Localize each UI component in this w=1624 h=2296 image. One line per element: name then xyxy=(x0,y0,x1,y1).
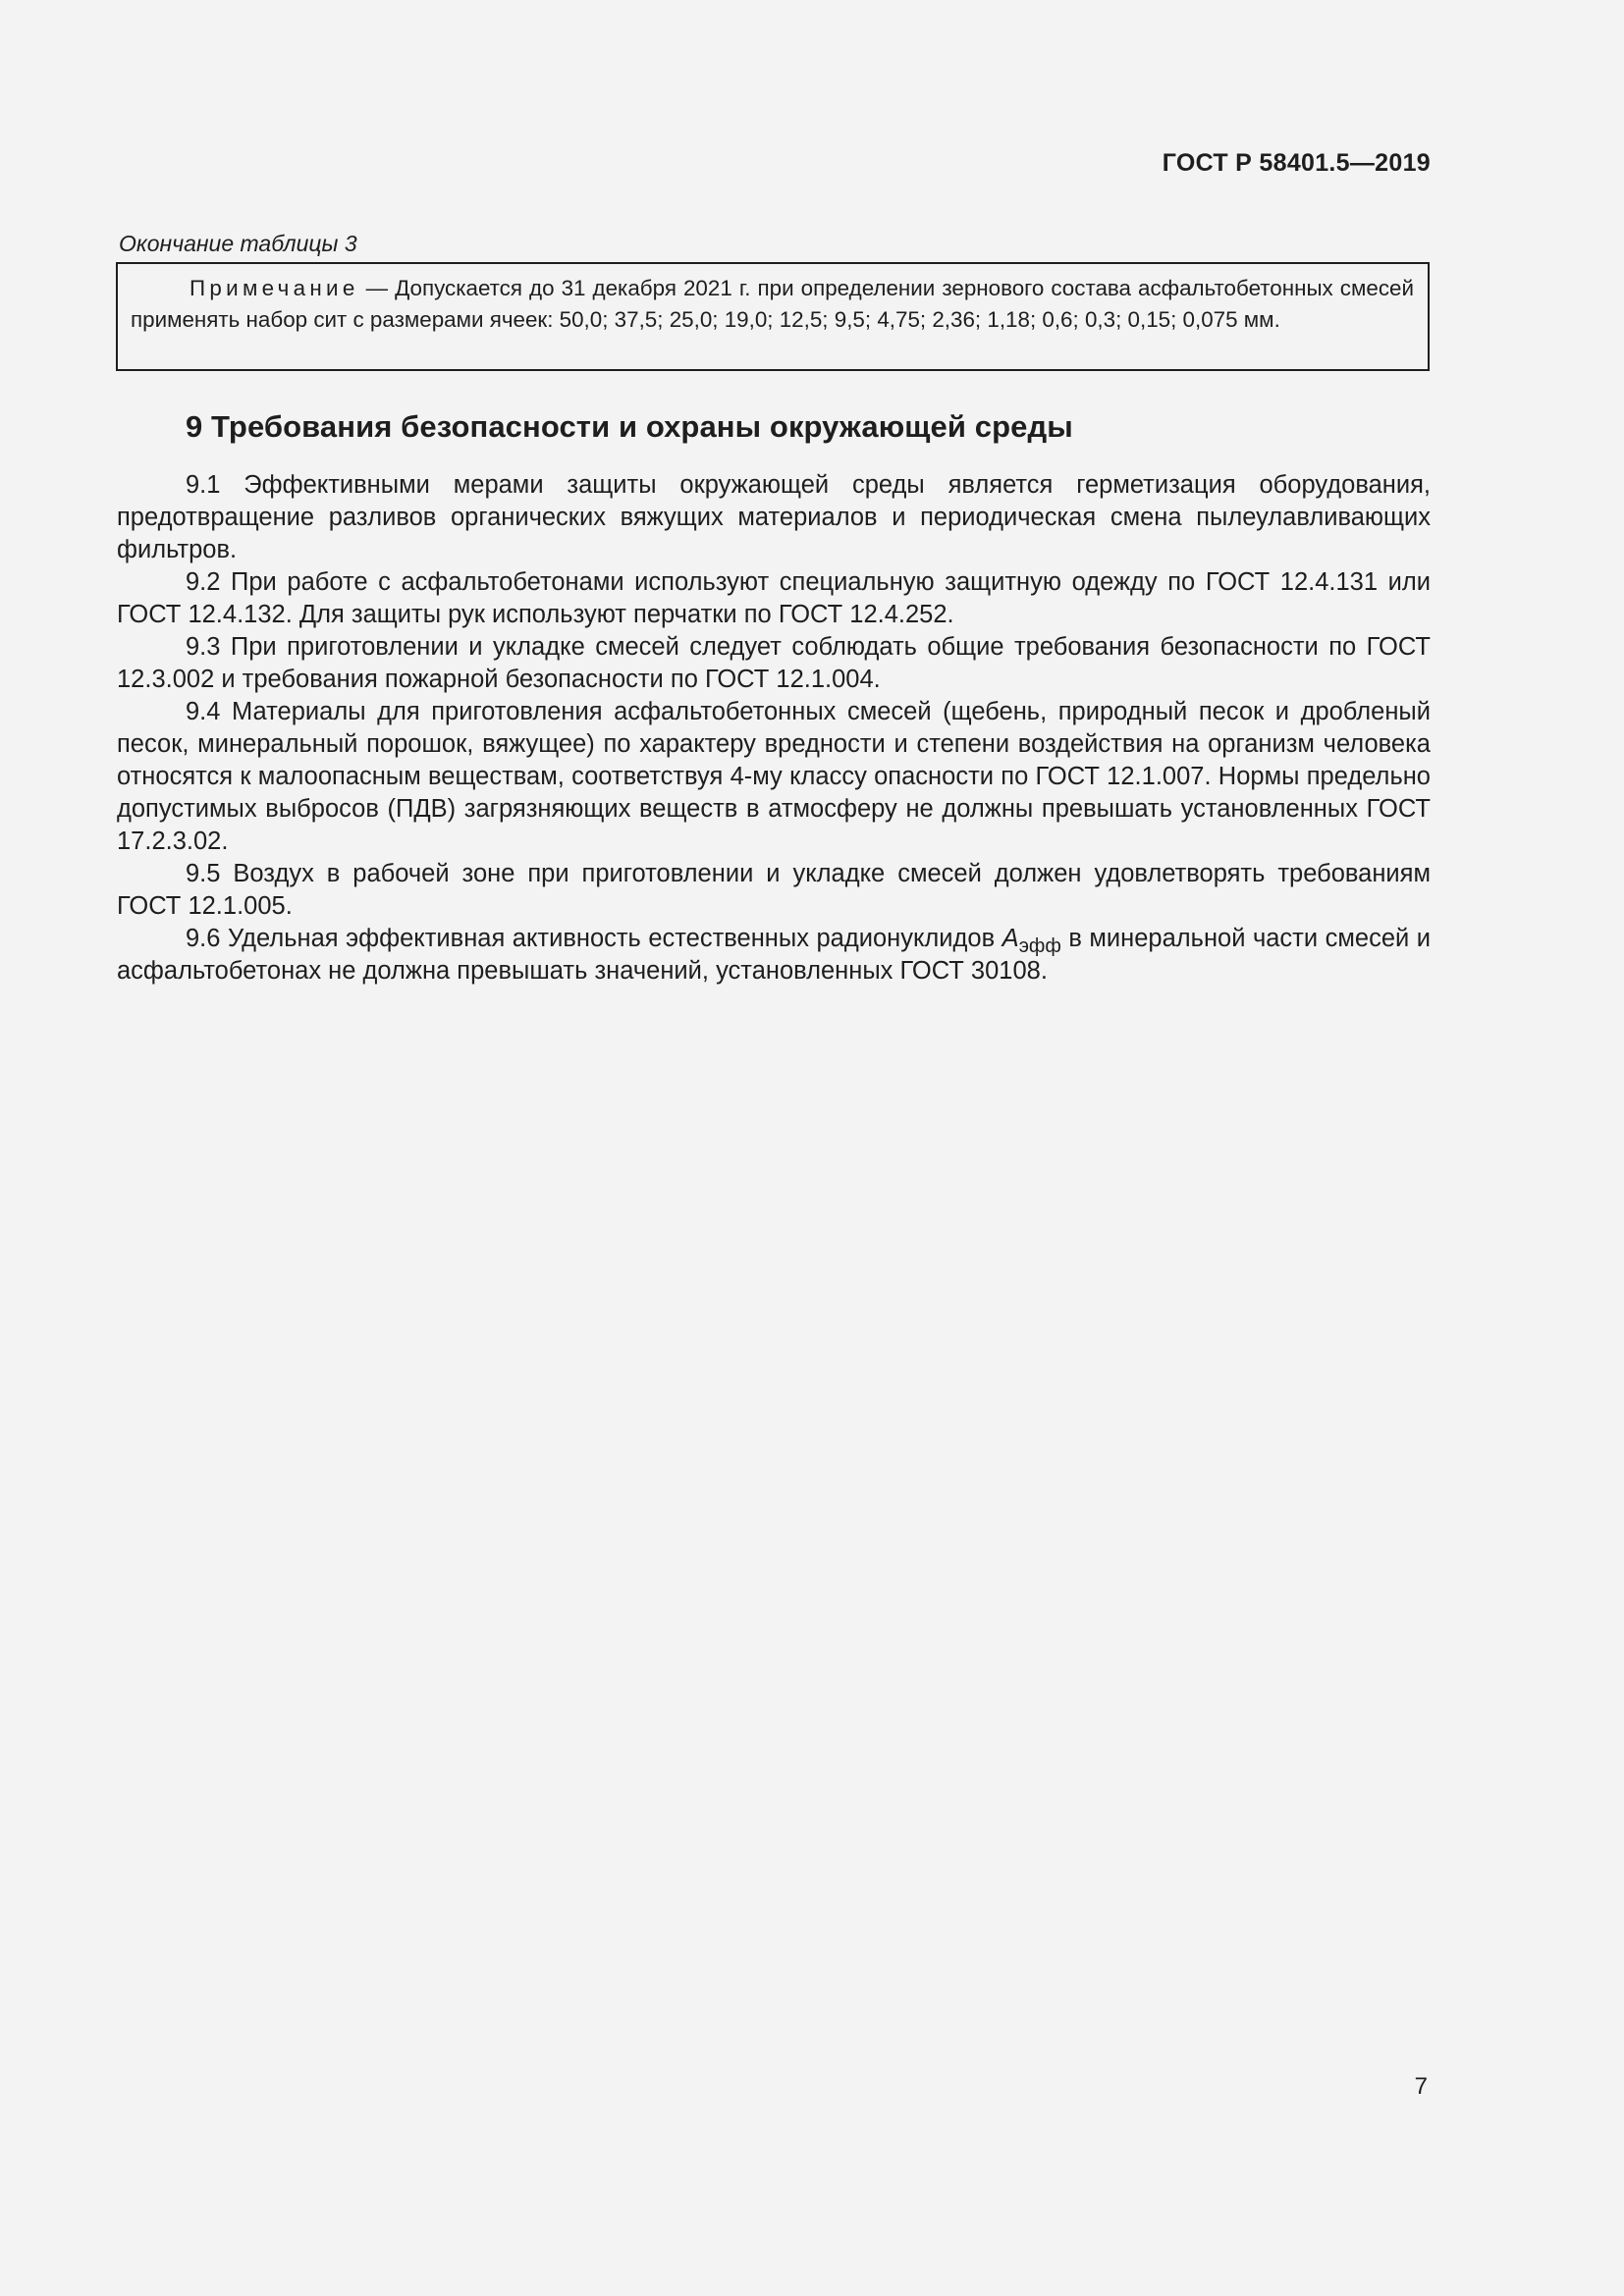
paragraph-9-6-start: 9.6 Удельная эффективная активность естественных радионуклидов xyxy=(186,925,1002,952)
activity-symbol: A xyxy=(1001,925,1019,952)
paragraph-9-1: 9.1 Эффективными мерами защиты окружающей среды является герметизация оборудования, предотвращение разливов органических вяжущих материалов и периодическая смена пылеулавливающих фильтров. xyxy=(117,471,1431,563)
activity-subscript: эфф xyxy=(1018,935,1061,957)
note-text: — Допускается до 31 декабря 2021 г. при определении зернового состава асфальтобетонных смесей применять набор сит с размерами ячеек: 50,0; 37,5; 25,0; 19,0; 12,5; 9,5; 4,75; 2,36; 1,18; 0,6; 0,3; 0,15; 0,075 мм. xyxy=(131,276,1414,332)
paragraph-9-5: 9.5 Воздух в рабочей зоне при приготовлении и укладке смесей должен удовлетворять требованиям ГОСТ 12.1.005. xyxy=(117,860,1431,920)
paragraph-9-2: 9.2 При работе с асфальтобетонами используют специальную защитную одежду по ГОСТ 12.4.131 или ГОСТ 12.4.132. Для защиты рук используют перчатки по ГОСТ 12.4.252. xyxy=(117,568,1431,628)
note-lead: Примечание xyxy=(189,276,359,300)
paragraph-9-6-end: в минеральной части смесей и асфальтобетонах не должна превышать значений, установленных ГОСТ 30108. xyxy=(117,925,1431,985)
table-note xyxy=(116,262,1430,371)
paragraph-9-6 xyxy=(117,923,1431,988)
table-continuation-label: Окончание таблицы 3 xyxy=(119,231,357,256)
paragraph-9-3: 9.3 При приготовлении и укладке смесей следует соблюдать общие требования безопасности по ГОСТ 12.3.002 и требования пожарной безопасности по ГОСТ 12.1.004. xyxy=(117,633,1431,693)
section-body xyxy=(117,469,1431,988)
page-number: 7 xyxy=(1414,2073,1428,2100)
section-title: 9 Требования безопасности и охраны окружающей среды xyxy=(186,409,1073,444)
paragraph-9-4: 9.4 Материалы для приготовления асфальтобетонных смесей (щебень, природный песок и дробленый песок, минеральный порошок, вяжущее) по характеру вредности и степени воздействия на организм человека относятся к малоопасным веществам, соответствуя 4-му классу опасности по ГОСТ 12.1.007. Нормы предельно допустимых выбросов (ПДВ) загрязняющих веществ в атмосферу не должны превышать установленных ГОСТ 17.2.3.02. xyxy=(117,698,1431,855)
document-code: ГОСТ Р 58401.5—2019 xyxy=(1162,149,1431,177)
